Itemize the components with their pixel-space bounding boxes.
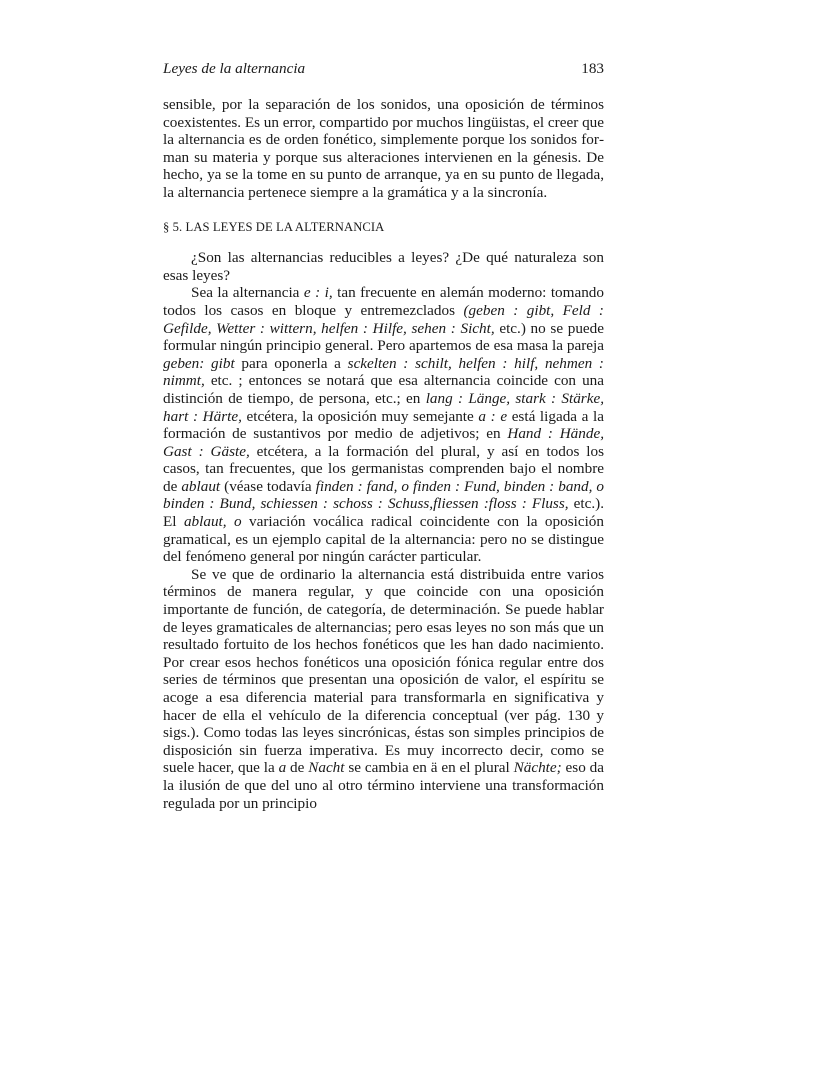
text-run: etc.). El — [163, 495, 604, 531]
paragraph-leyes-sincronicas — [163, 566, 604, 812]
paragraph-continued: sensible, por la separación de los sonidos, una oposición de términos coexistentes. Es un error, compartido por muchos lingüistas, el creer que la alternancia es de orden fonético, simplemente porque los sonidos forman su materia y porque sus alteraciones intervienen en la génesis. De hecho, ya se la tome en su punto de arranque, ya en su punto de llegada, la alternancia pertenece siempre a la gramática y a la sincronía. — [163, 96, 604, 201]
italic-run: lang : Länge, stark : Stärke, hart : Härte, — [163, 389, 604, 425]
text-run: etcétera, a la formación del plural, y así en todos los casos, tan frecuentes, que los germanistas comprenden bajo el nombre de — [163, 442, 604, 495]
text-run: eso da la ilusión de que del uno al otro término interviene una transformación regulada por un principio — [163, 759, 604, 812]
text-run: etc.) no se puede formular ningún principio general. Pero apartemos de esa masa la pareja — [163, 319, 604, 355]
italic-run: geben: gibt — [163, 354, 235, 372]
italic-run: finden : fand, o finden : Fund, binden : band, o binden : Bund, schiessen : schoss : Schuss,fliessen :floss : Fluss, — [163, 477, 604, 513]
text-run: para oponerla a — [234, 354, 348, 372]
italic-run: Nacht — [308, 759, 345, 777]
text-run: de — [286, 759, 309, 777]
text-run: está ligada a la formación de sustantivos por medio de adjetivos; en — [163, 407, 605, 443]
italic-run: sckelten : schilt, helfen : hilf, nehmen : nimmt, — [163, 354, 604, 390]
section-heading: § 5. LAS LEYES DE LA ALTERNANCIA — [163, 219, 385, 234]
text-run: Sea la alternancia — [191, 284, 304, 302]
page-number: 183 — [581, 60, 604, 77]
text-run: etc. ; entonces se notará que esa alternancia coincide con una distinción de tiempo, de persona, etc.; en — [163, 372, 604, 407]
italic-run: a — [278, 759, 287, 777]
running-title: Leyes de la alternancia — [163, 60, 306, 77]
text-run: Se ve que de ordinario la alternancia está distribuida entre varios términos de manera regular, y que coincide con una oposición importante de función, de categoría, de determinación. Se puede hablar de leyes gramaticales de alternancias; pero esas leyes no son más que un resultado fortuito de los hechos fonéticos que les han dado nacimiento. Por crear esos hechos fonéticos una oposición fónica regular entre dos series de términos que presentan una oposición de valor, el espíritu se acoge a esa diferencia material para transformarla en significativa y hacer de ella el vehículo de la diferencia conceptual (ver pág. 130 y sigs.). Como todas las leyes sincrónicas, éstas son simples principios de disposición sin fuerza imperativa. Es muy incorrecto decir, como se suele hacer, que la — [163, 565, 604, 777]
italic-run: ablaut — [181, 477, 221, 495]
italic-run: a : e — [478, 407, 508, 425]
paragraph-question: ¿Son las alternancias reducibles a leyes? ¿De qué naturaleza son esas leyes? — [163, 249, 604, 284]
book-page — [163, 60, 604, 812]
italic-run: Hand : Hände, Gast : Gäste, — [163, 425, 604, 460]
text-run: etcétera, la oposición muy semejante — [241, 407, 479, 425]
text-run: se cambia en ä en el plural — [344, 759, 514, 777]
text-run: tan frecuente en alemán moderno: tomando todos los casos en bloque y entremezclados — [163, 284, 604, 319]
italic-run: e : i, — [303, 284, 333, 302]
text-run: variación vocálica radical coincidente con la oposición gramatical, es un ejemplo capital de la alternancia: pero no se distingue del fenómeno general por ningún carácter particular. — [163, 513, 604, 566]
running-header — [163, 60, 604, 82]
italic-run: (geben : gibt, Feld : Gefilde, Wetter : wittern, helfen : Hilfe, sehen : Sicht, — [163, 301, 604, 337]
paragraph-alternancia-e-i — [163, 284, 604, 566]
text-run: (véase todavía — [220, 477, 316, 495]
italic-run: ablaut, o — [183, 513, 242, 531]
italic-run: Nächte; — [513, 759, 562, 777]
